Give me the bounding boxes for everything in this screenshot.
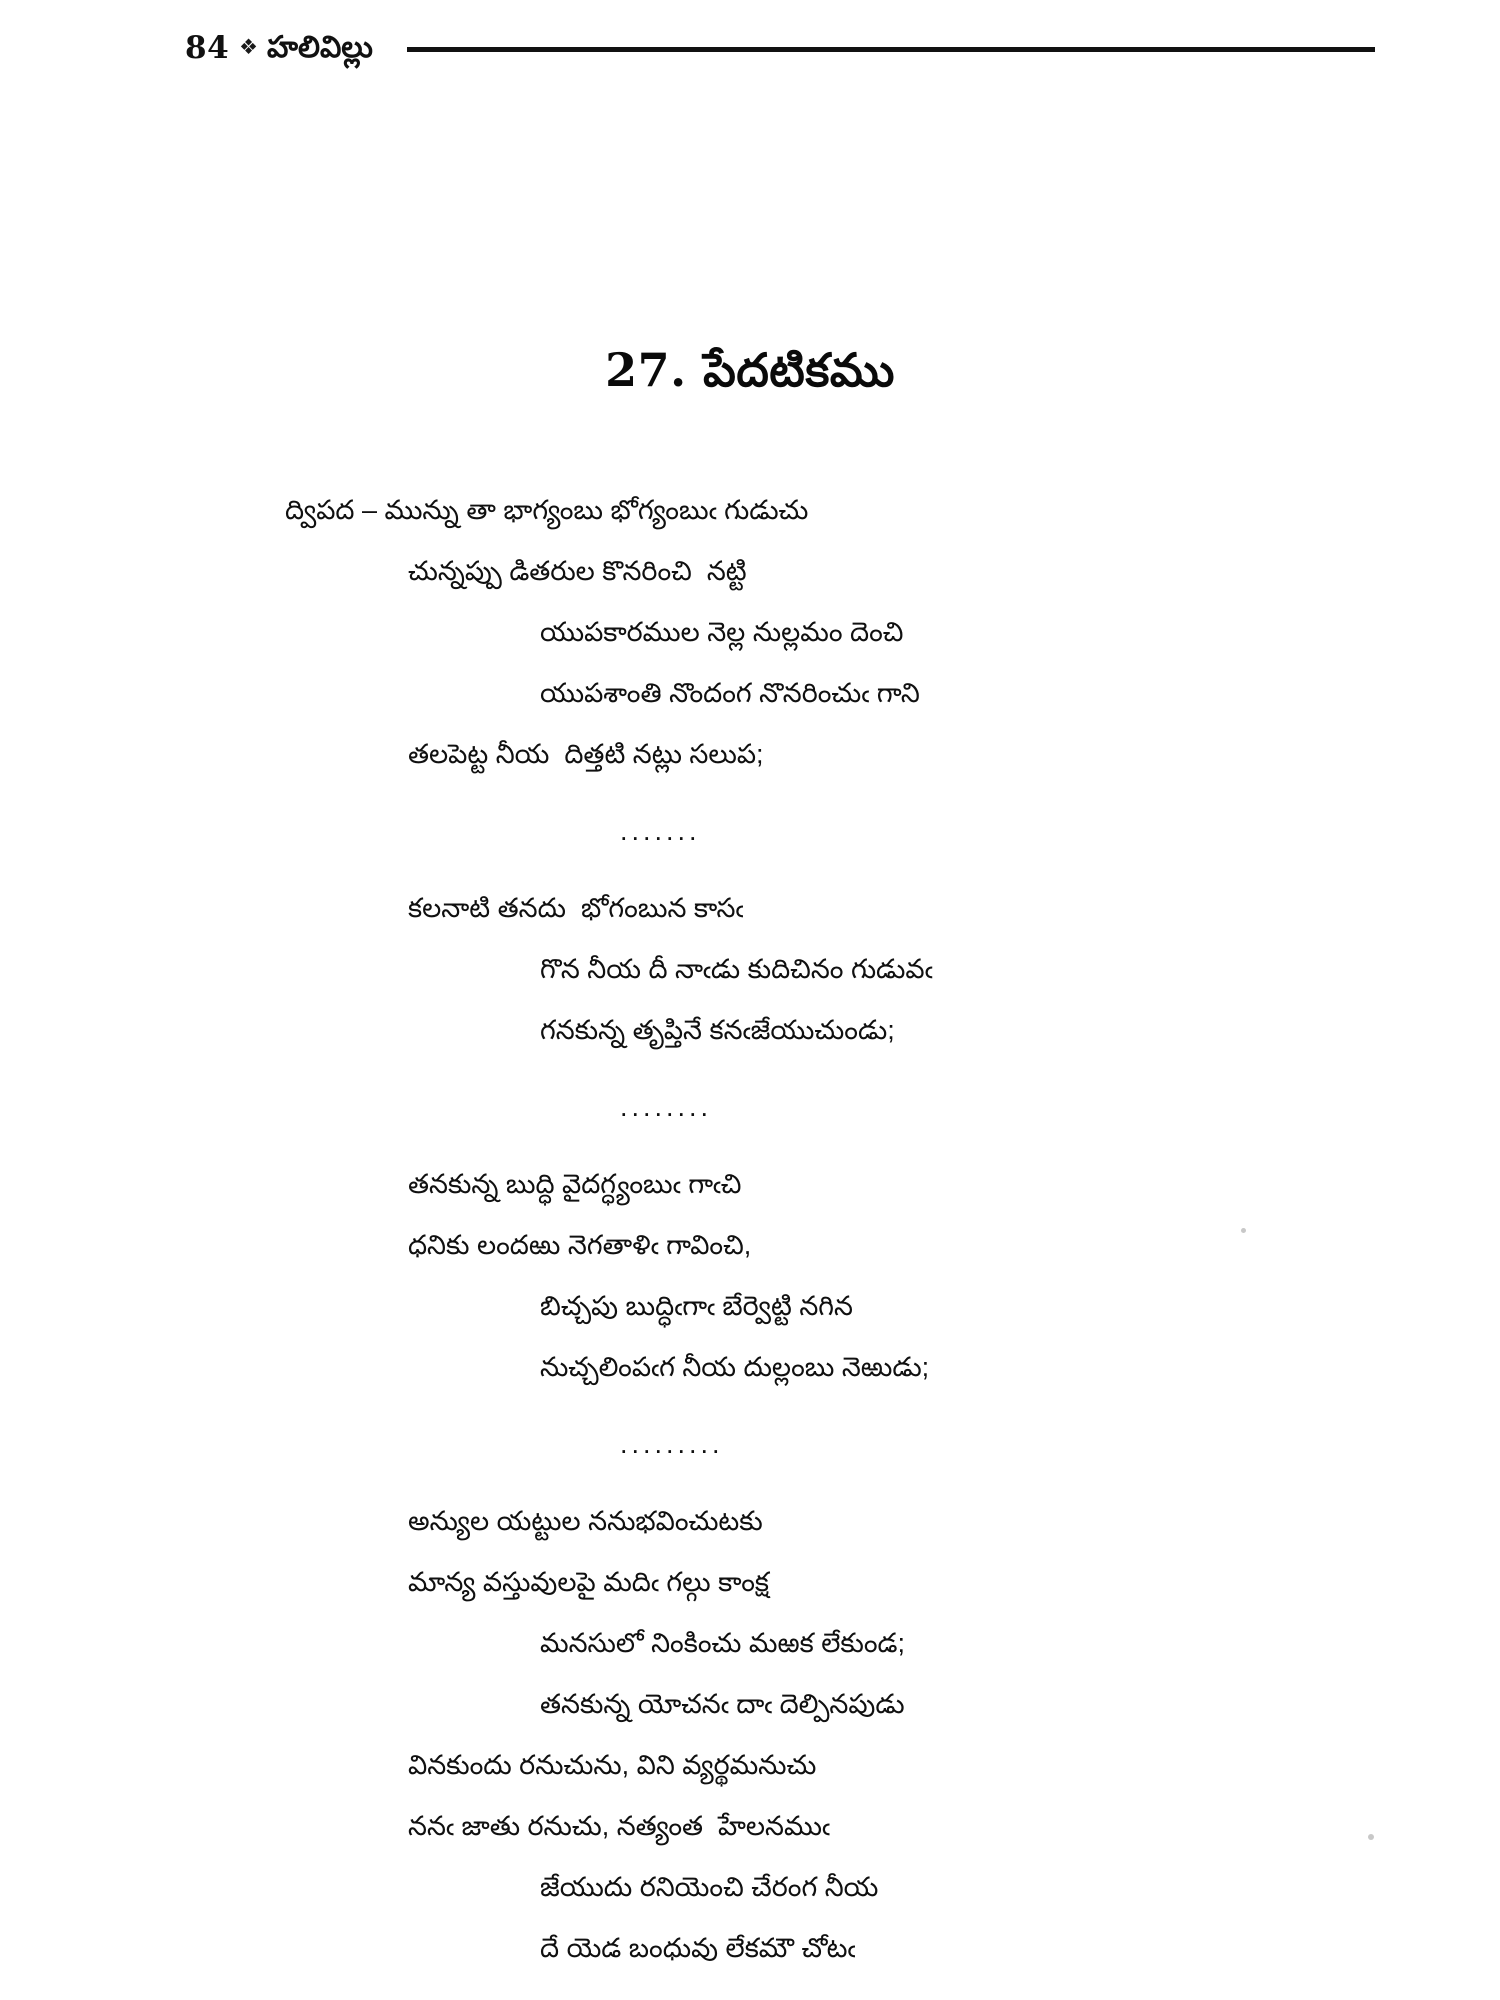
verse-line: వినకుందు రనుచును, విని వ్యర్థమనుచు bbox=[408, 1750, 817, 1780]
stanza-separator: ........ bbox=[620, 1092, 713, 1122]
verse-line: బిచ్చపు బుద్ధిఁగాఁ బేర్వెట్టి నగిన bbox=[540, 1291, 853, 1321]
stanza-gap bbox=[0, 1475, 1500, 1491]
stanza-separator: ......... bbox=[620, 1429, 724, 1459]
verse-line: ధనికు లందఱు నెగతాళిఁ గావించి, bbox=[408, 1230, 752, 1260]
header-divider bbox=[407, 47, 1375, 52]
verse-line: నుచ్చలింపఁగ నీయ దుల్లంబు నెఱుడు; bbox=[540, 1352, 930, 1382]
verse-line: యుపకారముల నెల్ల నుల్లమం దెంచి bbox=[540, 617, 904, 647]
stanza-gap bbox=[0, 1138, 1500, 1154]
verse-line: దే యెడ బంధువు లేకమౌ చోటఁ bbox=[540, 1933, 856, 1963]
stanza-gap bbox=[0, 785, 1500, 801]
scan-speck bbox=[1368, 1834, 1374, 1840]
verse-line: గనకున్న తృప్తినే కనఁజేయుచుండు; bbox=[540, 1015, 895, 1045]
stanza-separator: ....... bbox=[620, 816, 701, 846]
verse-line: యుపశాంతి నొందంగ నొనరించుఁ గాని bbox=[540, 678, 920, 708]
verse-line: తలపెట్ట నీయ దిత్తటి నట్లు సలుప; bbox=[408, 739, 764, 769]
verse-line: మనసులో నింకించు మఱక లేకుండ; bbox=[540, 1628, 905, 1658]
verse-line: జేయుదు రనియెంచి చేరంగ నీయ bbox=[540, 1872, 879, 1902]
verse-line: గొన నీయ దీ నాఁడు కుదిచినం గుడువఁ bbox=[540, 954, 933, 984]
verse-line: మాన్య వస్తువులపై మదిఁ గల్గు కాంక్ష bbox=[408, 1567, 769, 1597]
verse-line: అన్యుల యట్టుల ననుభవించుటకు bbox=[408, 1506, 763, 1536]
verse-line: తనకున్న యోచనఁ దాఁ దెల్పినపుడు bbox=[540, 1689, 905, 1719]
poem-verse-body bbox=[0, 480, 1500, 1979]
verse-line: కలనాటి తనదు భోగంబున కాసఁ bbox=[408, 893, 744, 923]
verse-line: ననఁ జాతు రనుచు, నత్యంత హేలనముఁ bbox=[408, 1811, 830, 1841]
stanza-gap bbox=[0, 1398, 1500, 1414]
page-number: 84 bbox=[185, 29, 230, 66]
flower-ornament-icon: ❖ bbox=[239, 34, 258, 59]
stanza-gap bbox=[0, 1061, 1500, 1077]
running-head bbox=[185, 22, 1375, 74]
scan-speck bbox=[1241, 1228, 1246, 1233]
verse-line: ద్విపద – మున్ను తా భాగ్యంబు భోగ్యంబుఁ గుడుచు bbox=[285, 495, 809, 525]
book-title: హలివిల్లు bbox=[266, 31, 373, 65]
stanza-gap bbox=[0, 862, 1500, 878]
verse-line: తనకున్న బుద్ధి వైదగ్ధ్యంబుఁ గాఁచి bbox=[408, 1169, 742, 1199]
verse-line: చున్నప్పు డితరుల కొనరించి నట్టి bbox=[408, 556, 747, 586]
poem-title: 27. పేదటికము bbox=[605, 343, 895, 397]
